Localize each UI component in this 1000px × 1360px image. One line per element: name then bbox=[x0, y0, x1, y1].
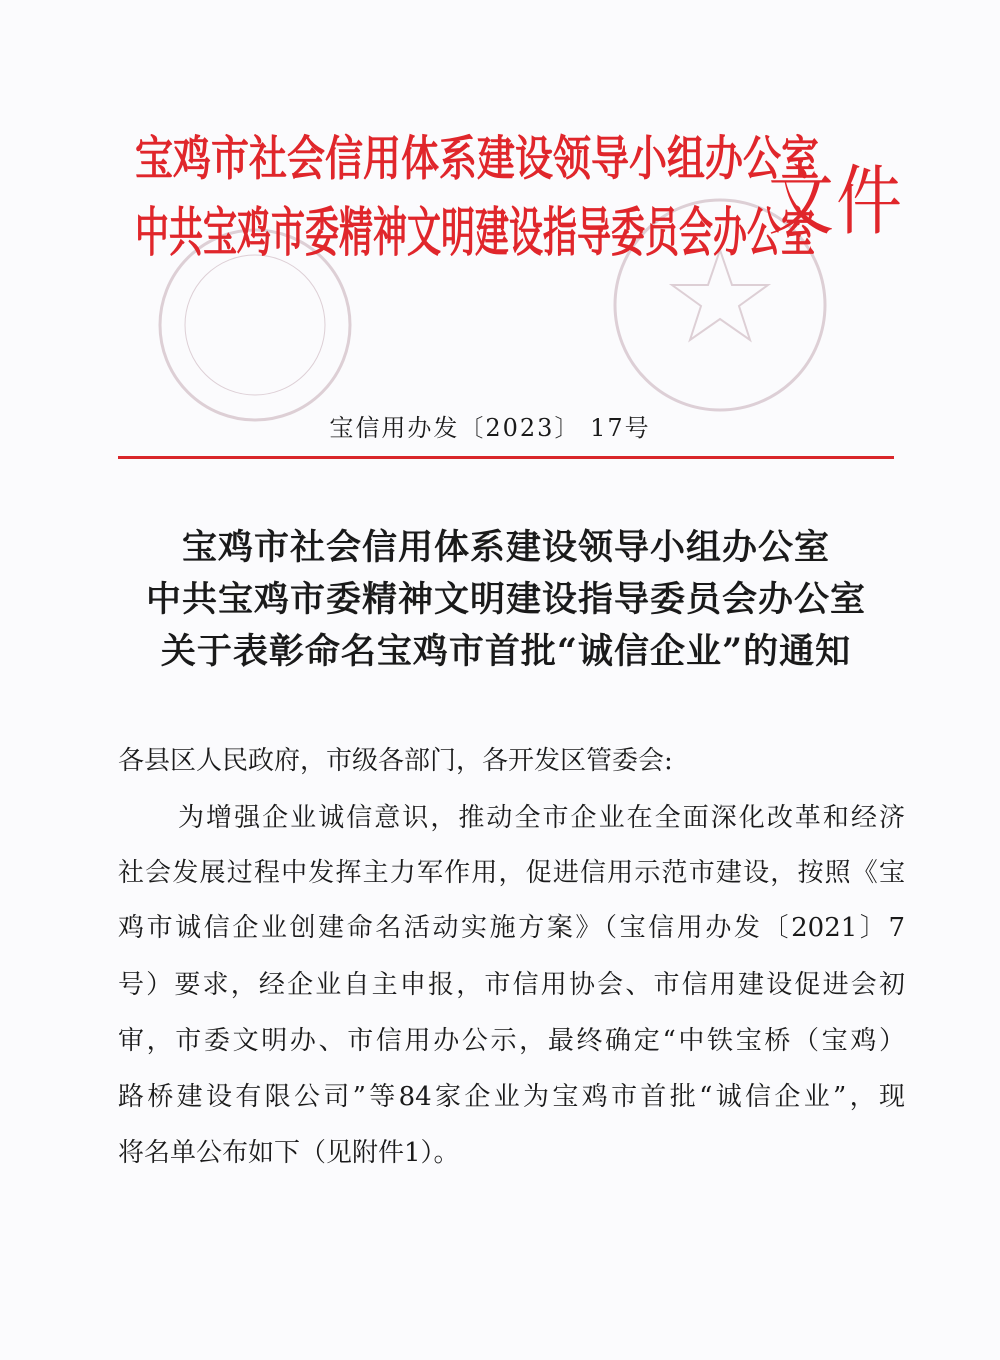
issuing-office-2: 中共宝鸡市委精神文明建设指导委员会办公室 bbox=[135, 202, 815, 265]
body-line: 为增强企业诚信意识，推动全市企业在全面深化改革和经济 bbox=[178, 803, 905, 833]
body-line: 号）要求，经企业自主申报，市信用协会、市信用建设促进会初 bbox=[118, 970, 905, 1000]
body-line: 社会发展过程中发挥主力军作用，促进信用示范市建设，按照《宝 bbox=[118, 858, 905, 888]
title-line: 中共宝鸡市委精神文明建设指导委员会办公室 bbox=[145, 579, 866, 620]
body-line: 将名单公布如下（见附件1）。 bbox=[118, 1138, 460, 1168]
body-line: 鸡市诚信企业创建命名活动实施方案》（宝信用办发〔2021〕7 bbox=[118, 913, 905, 943]
red-divider bbox=[118, 456, 894, 459]
salutation: 各县区人民政府，市级各部门，各开发区管委会: bbox=[118, 746, 673, 776]
body-line: 路桥建设有限公司”等84家企业为宝鸡市首批“诚信企业”，现 bbox=[118, 1082, 905, 1112]
document-label: 文件 bbox=[768, 157, 904, 246]
issuing-office-1: 宝鸡市社会信用体系建设领导小组办公室 bbox=[135, 130, 820, 187]
title-line: 关于表彰命名宝鸡市首批“诚信企业”的通知 bbox=[160, 631, 852, 672]
document-number: 宝信用办发〔2023〕 17号 bbox=[329, 414, 651, 442]
title-line: 宝鸡市社会信用体系建设领导小组办公室 bbox=[181, 527, 830, 568]
body-line: 审，市委文明办、市信用办公示，最终确定“中铁宝桥（宝鸡） bbox=[118, 1026, 905, 1056]
